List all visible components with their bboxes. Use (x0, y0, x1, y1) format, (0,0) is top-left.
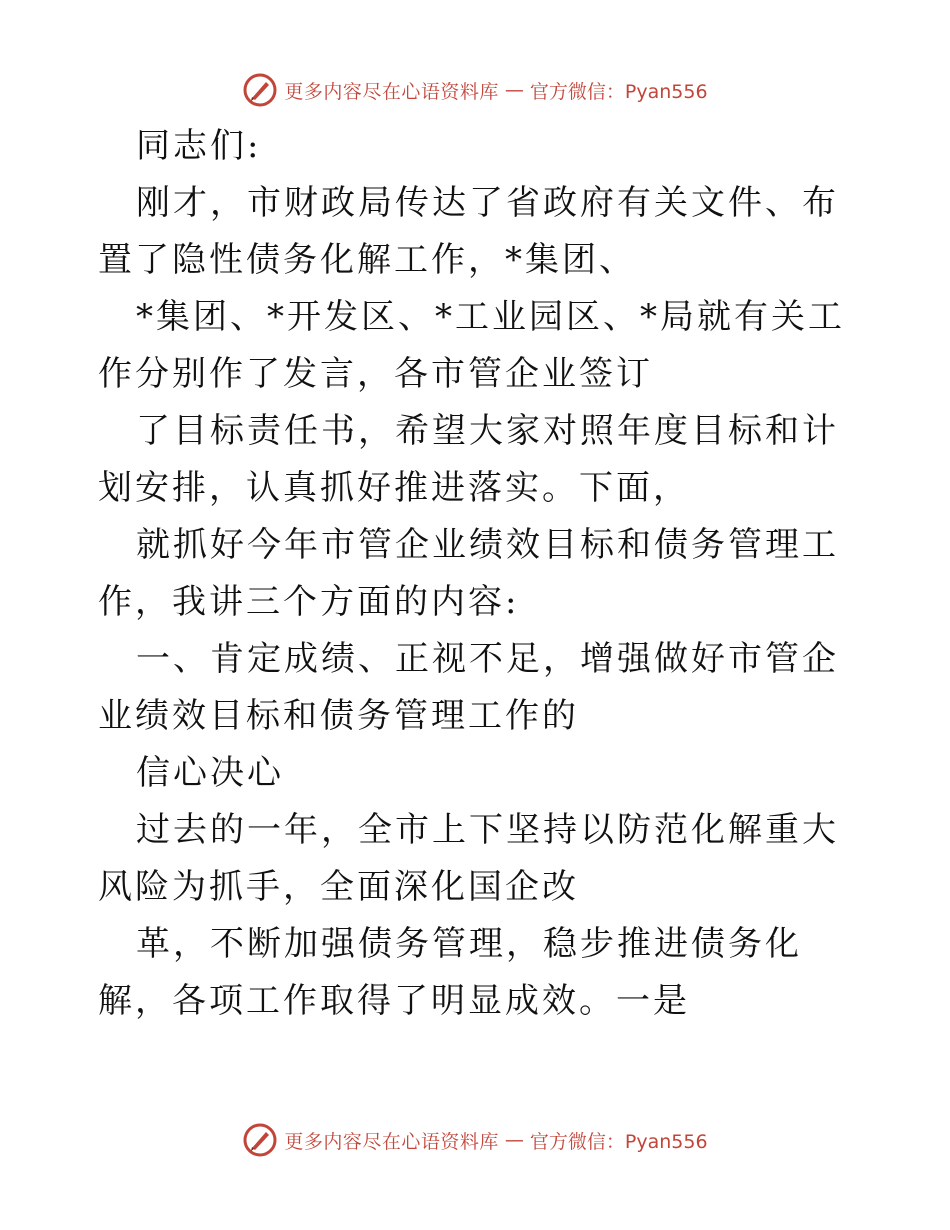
paragraph: 了目标责任书，希望大家对照年度目标和计划安排，认真抓好推进落实。下面， (98, 411, 839, 508)
header-watermark (0, 70, 950, 110)
footer-watermark (0, 1120, 950, 1160)
pen-logo-icon (242, 72, 278, 108)
watermark-wechat-text: 官方微信：Pyan556 (529, 1130, 708, 1153)
watermark-main-text: 更多内容尽在心语资料库 (284, 80, 499, 103)
watermark-dash: — (504, 79, 524, 101)
watermark-wechat-text: 官方微信：Pyan556 (529, 80, 708, 103)
paragraph: 过去的一年，全市上下坚持以防范化解重大风险为抓手，全面深化国企改 (98, 810, 839, 907)
watermark-dash: — (504, 1129, 524, 1151)
paragraph: 革，不断加强债务管理，稳步推进债务化解，各项工作取得了明显成效。一是 (98, 924, 802, 1021)
section-heading-continued: 信心决心 (136, 753, 284, 793)
watermark-main-text: 更多内容尽在心语资料库 (284, 1130, 499, 1153)
paragraph: 就抓好今年市管企业绩效目标和债务管理工作，我讲三个方面的内容: (98, 525, 839, 622)
paragraph-salutation: 同志们: (136, 126, 262, 166)
section-heading: 一、肯定成绩、正视不足，增强做好市管企业绩效目标和债务管理工作的 (98, 639, 839, 736)
paragraph: 刚才，市财政局传达了省政府有关文件、布置了隐性债务化解工作，*集团、 (98, 183, 839, 280)
document-body (98, 118, 858, 1030)
paragraph: *集团、*开发区、*工业园区、*局就有关工作分别作了发言，各市管企业签订 (98, 297, 845, 394)
pen-logo-icon (242, 1122, 278, 1158)
